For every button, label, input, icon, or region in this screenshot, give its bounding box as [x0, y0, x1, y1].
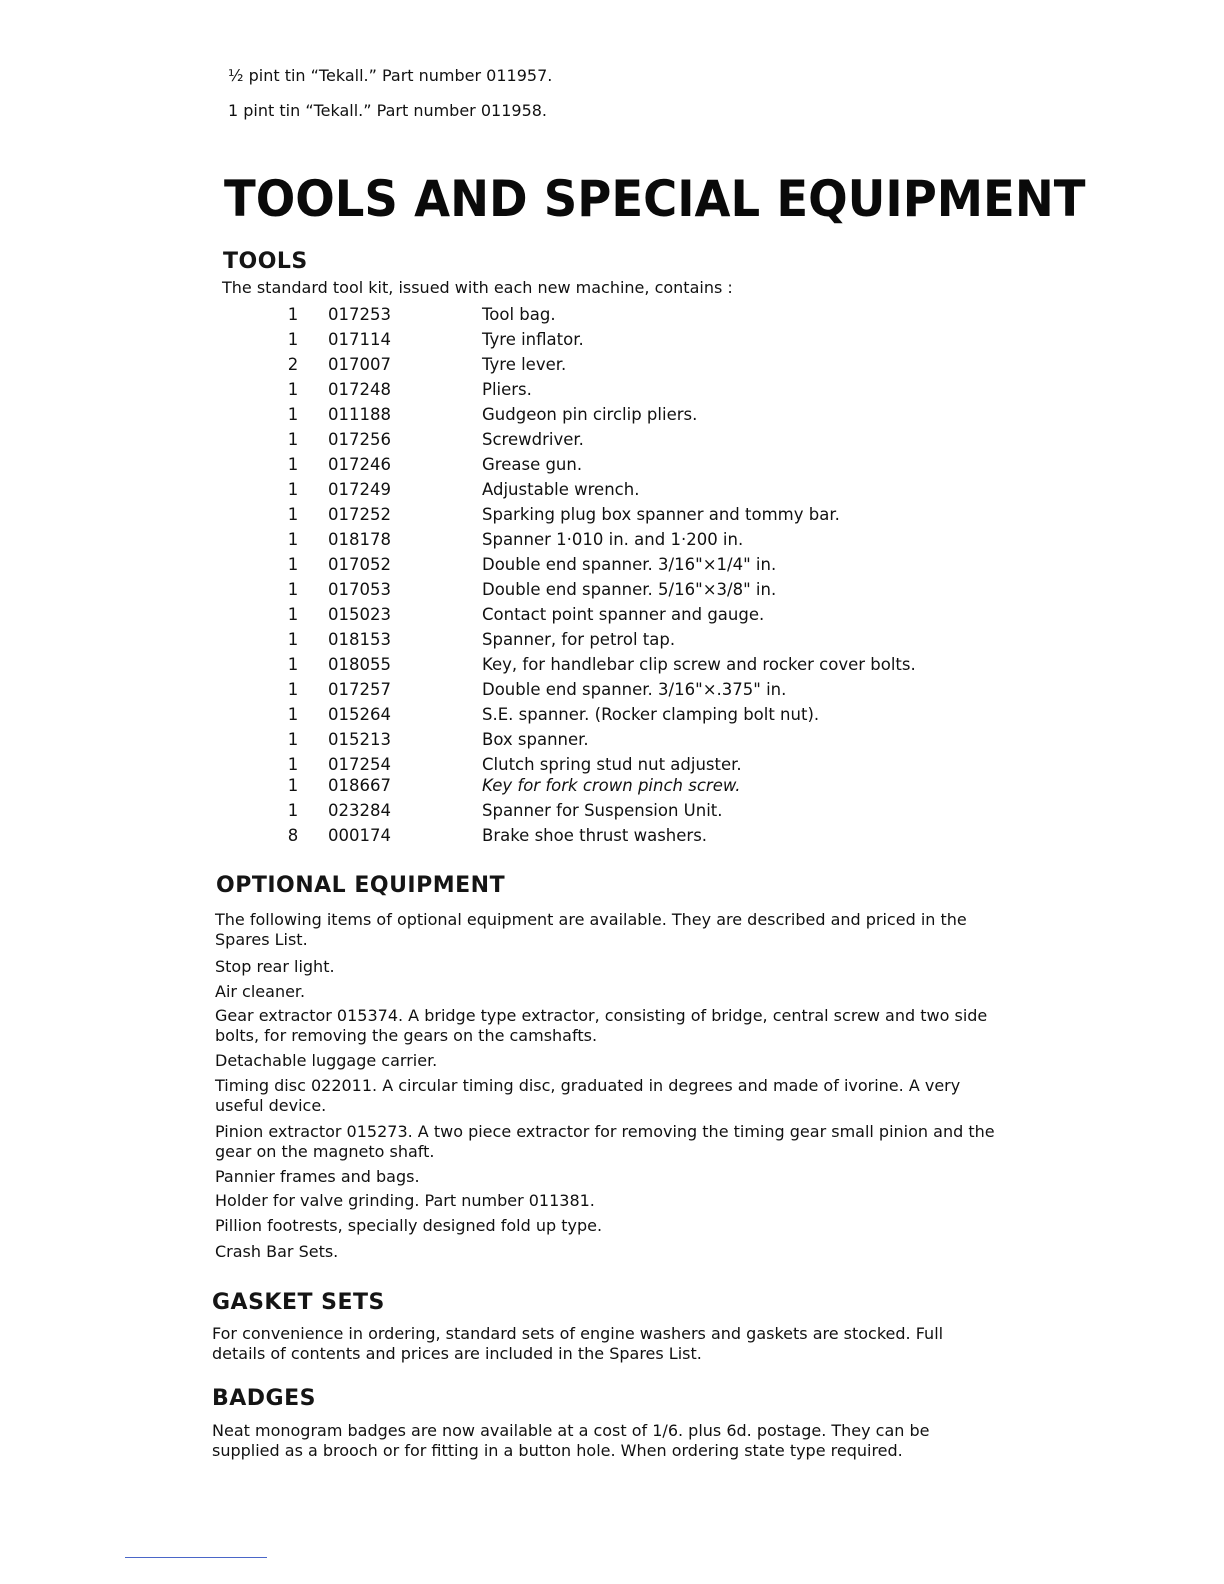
footer-rule	[125, 1557, 267, 1558]
optional-item: Air cleaner.	[215, 982, 306, 1001]
tool-part-number: 017256	[328, 430, 391, 449]
tool-description: Sparking plug box spanner and tommy bar.	[482, 505, 840, 524]
tool-part-number: 017257	[328, 680, 391, 699]
tool-description: Tool bag.	[482, 305, 556, 324]
tool-qty: 8	[287, 826, 299, 845]
optional-item: Holder for valve grinding. Part number 011381.	[215, 1191, 595, 1210]
tool-qty: 1	[287, 801, 299, 820]
tool-description: Spanner for Suspension Unit.	[482, 801, 723, 820]
optional-intro: The following items of optional equipment are available. They are described and priced in the Spares List.	[215, 910, 967, 949]
tool-part-number: 017007	[328, 355, 391, 374]
tool-part-number: 015023	[328, 605, 391, 624]
optional-item: Timing disc 022011. A circular timing disc, graduated in degrees and made of ivorine. A very useful device.	[215, 1076, 961, 1115]
badges-heading: BADGES	[212, 1386, 316, 1411]
tool-description: Tyre lever.	[482, 355, 567, 374]
tool-qty: 1	[287, 430, 299, 449]
tool-description: Clutch spring stud nut adjuster.	[482, 755, 742, 774]
tool-description: Double end spanner. 3/16"×1/4" in.	[482, 555, 777, 574]
optional-item: Pannier frames and bags.	[215, 1167, 420, 1186]
tool-part-number: 011188	[328, 405, 391, 424]
tool-part-number: 017053	[328, 580, 391, 599]
optional-equipment-heading: OPTIONAL EQUIPMENT	[216, 873, 506, 898]
tool-qty: 2	[287, 355, 299, 374]
tool-part-number: 000174	[328, 826, 391, 845]
tekall-half-pint-line: ½ pint tin “Tekall.” Part number 011957.	[228, 66, 553, 85]
gasket-sets-heading: GASKET SETS	[212, 1290, 385, 1315]
badges-text: Neat monogram badges are now available at a cost of 1/6. plus 6d. postage. They can be supplied as a brooch or for fitting in a button hole. When ordering state type required.	[212, 1421, 930, 1460]
tool-description: S.E. spanner. (Rocker clamping bolt nut).	[482, 705, 820, 724]
optional-item: Crash Bar Sets.	[215, 1242, 339, 1261]
tekall-one-pint-line: 1 pint tin “Tekall.” Part number 011958.	[228, 101, 548, 120]
tool-qty: 1	[287, 530, 299, 549]
tool-part-number: 017253	[328, 305, 391, 324]
tool-part-number: 017114	[328, 330, 391, 349]
tool-qty: 1	[287, 505, 299, 524]
tool-qty: 1	[287, 605, 299, 624]
optional-item: Stop rear light.	[215, 957, 335, 976]
tool-part-number: 018667	[328, 776, 391, 795]
tool-qty: 1	[287, 655, 299, 674]
optional-item: Pillion footrests, specially designed fold up type.	[215, 1216, 603, 1235]
tool-qty: 1	[287, 405, 299, 424]
tool-qty: 1	[287, 730, 299, 749]
tool-part-number: 018153	[328, 630, 391, 649]
tool-description: Contact point spanner and gauge.	[482, 605, 765, 624]
tool-qty: 1	[287, 755, 299, 774]
tool-part-number: 015264	[328, 705, 391, 724]
tool-part-number: 017248	[328, 380, 391, 399]
optional-item: Pinion extractor 015273. A two piece extractor for removing the timing gear small pinion and the gear on the magneto shaft.	[215, 1122, 995, 1161]
tool-part-number: 017246	[328, 455, 391, 474]
tool-qty: 1	[287, 380, 299, 399]
tool-part-number: 017052	[328, 555, 391, 574]
tool-description: Key for fork crown pinch screw.	[482, 776, 741, 795]
tool-description: Double end spanner. 5/16"×3/8" in.	[482, 580, 777, 599]
page-title: TOOLS AND SPECIAL EQUIPMENT	[224, 170, 1086, 228]
tool-qty: 1	[287, 480, 299, 499]
tool-part-number: 017249	[328, 480, 391, 499]
tool-part-number: 015213	[328, 730, 391, 749]
optional-item: Gear extractor 015374. A bridge type extractor, consisting of bridge, central screw and two side bolts, for removing the gears on the camshafts.	[215, 1006, 988, 1045]
tool-qty: 1	[287, 305, 299, 324]
tool-description: Gudgeon pin circlip pliers.	[482, 405, 698, 424]
tools-intro: The standard tool kit, issued with each new machine, contains :	[222, 278, 733, 297]
tool-description: Double end spanner. 3/16"×.375" in.	[482, 680, 787, 699]
tool-part-number: 018055	[328, 655, 391, 674]
tool-part-number: 017252	[328, 505, 391, 524]
tool-description: Spanner 1·010 in. and 1·200 in.	[482, 530, 744, 549]
tool-qty: 1	[287, 330, 299, 349]
tool-qty: 1	[287, 580, 299, 599]
tool-description: Pliers.	[482, 380, 532, 399]
tool-qty: 1	[287, 555, 299, 574]
tools-heading: TOOLS	[223, 249, 308, 274]
tool-description: Spanner, for petrol tap.	[482, 630, 676, 649]
tool-description: Screwdriver.	[482, 430, 584, 449]
tool-description: Brake shoe thrust washers.	[482, 826, 708, 845]
tool-qty: 1	[287, 705, 299, 724]
tool-description: Box spanner.	[482, 730, 589, 749]
tool-qty: 1	[287, 630, 299, 649]
tool-part-number: 018178	[328, 530, 391, 549]
tool-description: Adjustable wrench.	[482, 480, 640, 499]
tool-description: Tyre inflator.	[482, 330, 584, 349]
optional-item: Detachable luggage carrier.	[215, 1051, 438, 1070]
gasket-sets-text: For convenience in ordering, standard sets of engine washers and gaskets are stocked. Full details of contents and prices are included in the Spares List.	[212, 1324, 944, 1363]
tool-qty: 1	[287, 455, 299, 474]
tool-part-number: 017254	[328, 755, 391, 774]
tool-description: Grease gun.	[482, 455, 583, 474]
tool-qty: 1	[287, 680, 299, 699]
tool-qty: 1	[287, 776, 299, 795]
tool-part-number: 023284	[328, 801, 391, 820]
tool-description: Key, for handlebar clip screw and rocker cover bolts.	[482, 655, 916, 674]
